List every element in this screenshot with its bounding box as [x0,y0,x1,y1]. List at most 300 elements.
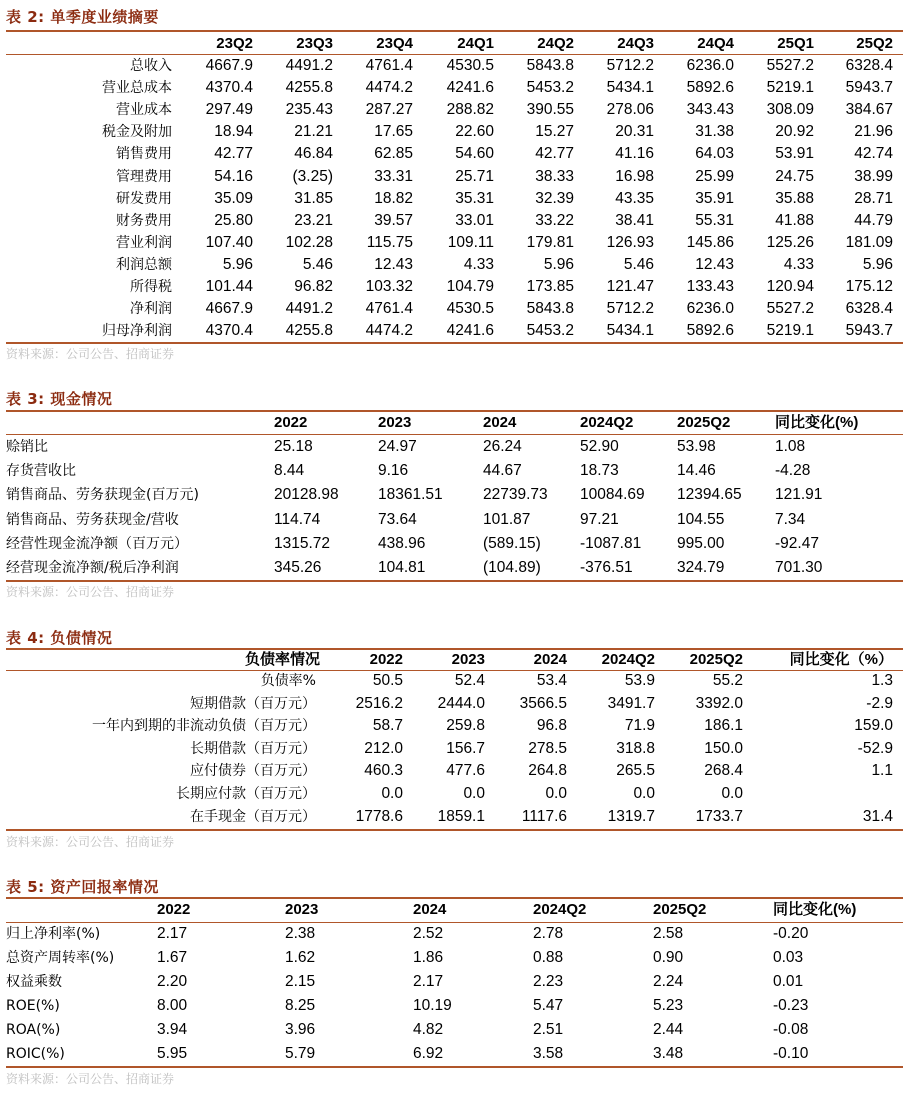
table2-bottom-rule [6,342,903,344]
cell-value: 345.26 [274,559,322,576]
cell-value: 4255.8 [285,79,333,97]
cell-value: 5.46 [302,255,333,273]
cell-value: 73.64 [378,510,417,528]
cell-value: 54.16 [214,167,253,185]
cell-value: 24.75 [775,167,814,185]
cell-value: 0.01 [773,972,804,990]
cell-value: 4370.4 [205,79,253,97]
cell-value: 126.93 [606,233,654,251]
cell-value: 0.0 [633,785,655,802]
cell-value: 17.65 [374,123,413,141]
cell-value: 5943.7 [845,79,893,97]
table3-col-header: 2025Q2 [677,414,731,431]
cell-value: 1315.72 [274,534,331,552]
table-row [0,254,904,276]
table-row [0,484,904,506]
cell-value: 10084.69 [580,486,645,504]
cell-value: 2.58 [653,925,684,942]
cell-value: 18.82 [374,189,413,207]
cell-value: 25.99 [695,167,734,185]
cell-value: 44.79 [854,211,893,229]
cell-value: (104.89) [483,559,541,576]
table5-col-header: 2022 [157,901,191,918]
cell-value: 50.5 [372,672,403,689]
row-label: 赊销比 [6,439,48,455]
cell-value: 4.82 [413,1020,444,1038]
cell-value: 5453.2 [526,79,574,97]
cell-value: 5712.2 [606,57,654,74]
cell-value: 2.17 [157,925,188,942]
cell-value: 21.21 [294,123,333,141]
cell-value: 5.96 [543,255,574,273]
cell-value: 22739.73 [483,486,548,504]
table2-col-header: 24Q1 [457,35,494,52]
cell-value: 33.31 [374,167,413,185]
cell-value: 9.16 [378,462,409,480]
cell-value: 52.4 [454,672,485,689]
cell-value: 125.26 [766,233,814,251]
cell-value: 1.08 [775,438,806,455]
cell-value: 6328.4 [845,300,893,318]
cell-value: 6236.0 [686,57,734,74]
cell-value: 297.49 [205,101,253,119]
cell-value: 52.90 [580,438,619,455]
cell-value: 64.03 [695,145,734,163]
cell-value: 35.09 [214,189,253,207]
cell-value: 62.85 [374,145,413,163]
table4-col-header: 同比变化（%） [789,651,893,668]
cell-value: 159.0 [854,717,893,735]
table3-source: 资料来源：公司公告、招商证券 [6,585,175,599]
cell-value: 26.24 [483,438,522,455]
row-label: 营业利润 [116,234,172,251]
cell-value: 33.22 [535,211,574,229]
row-label: ROA(%) [6,1021,61,1038]
cell-value: -0.23 [773,996,809,1014]
cell-value: 21.96 [854,123,893,141]
cell-value: 6328.4 [845,57,893,74]
cell-value: 104.81 [378,559,426,576]
table2-col-header: 25Q2 [856,35,893,52]
cell-value: 384.67 [845,101,893,119]
cell-value: 5712.2 [606,300,654,318]
table-row [0,298,904,320]
table2-col-header: 24Q2 [537,35,574,52]
table-row [0,715,904,737]
row-label: 权益乘数 [6,973,62,990]
row-label: 总资产周转率(%) [6,949,115,966]
row-label: 存货营收比 [6,463,76,480]
cell-value: 5892.6 [686,79,734,97]
table4-col-header: 2024 [533,651,567,668]
cell-value: 102.28 [285,233,333,251]
cell-value: 35.91 [695,189,734,207]
cell-value: 5219.1 [766,79,814,97]
row-label: 销售商品、劳务获现金/营收 [6,511,179,528]
row-label: ROE(%) [6,997,60,1014]
table4-col-header: 2022 [369,651,403,668]
cell-value: 4370.4 [205,322,253,340]
cell-value: 43.35 [615,189,654,207]
cell-value: 2.51 [533,1020,564,1038]
table-row [0,995,904,1017]
row-label: 管理费用 [116,168,172,185]
cell-value: -1087.81 [580,534,642,552]
table-row [0,947,904,969]
table3-title: 表 3: 现金情况 [6,390,113,408]
cell-value: -4.28 [775,462,811,480]
cell-value: 4255.8 [285,322,333,340]
table4-col-header: 2024Q2 [601,651,655,668]
cell-value: 28.71 [854,189,893,207]
cell-value: 4530.5 [446,57,494,74]
cell-value: 71.9 [624,717,655,735]
table5-bottom-rule [6,1066,903,1068]
table-row [0,806,904,828]
cell-value: 6.92 [413,1044,444,1062]
cell-value: 4491.2 [285,300,333,318]
cell-value: 121.91 [775,486,823,504]
table2-col-header: 25Q1 [777,35,814,52]
row-label: 短期借款（百万元） [190,695,316,712]
cell-value: 3491.7 [607,694,655,712]
cell-value: 44.67 [483,462,522,480]
cell-value: 20.92 [775,123,814,141]
cell-value: 438.96 [378,534,426,552]
cell-value: -0.10 [773,1044,809,1062]
row-label: 在手现金（百万元） [190,808,316,825]
cell-value: 477.6 [446,762,485,780]
cell-value: -2.9 [866,694,893,712]
cell-value: 212.0 [364,739,403,757]
cell-value: 3.58 [533,1044,564,1062]
cell-value: 1.86 [413,948,444,966]
table-row [0,460,904,482]
cell-value: 114.74 [274,510,321,528]
cell-value: 4474.2 [365,322,413,340]
cell-value: 22.60 [455,123,494,141]
cell-value: 107.40 [205,233,253,251]
table2-col-header: 23Q2 [216,35,253,52]
table5-col-header: 2023 [285,901,319,918]
table-row [0,923,904,945]
cell-value: 41.88 [775,211,814,229]
cell-value: 5.47 [533,996,564,1014]
cell-value: 53.98 [677,438,716,455]
cell-value: 96.8 [536,717,567,735]
cell-value: 55.2 [712,672,743,689]
row-label: 负债率% [260,673,316,689]
cell-value: 101.87 [483,510,531,528]
cell-value: 0.0 [721,785,743,802]
cell-value: 3.48 [653,1044,684,1062]
cell-value: 186.1 [704,717,743,735]
cell-value: 4667.9 [205,57,253,74]
cell-value: 24.97 [378,438,417,455]
cell-value: 6236.0 [686,300,734,318]
row-label: 研发费用 [116,190,172,207]
cell-value: -92.47 [775,534,819,552]
cell-value: 103.32 [365,278,413,295]
cell-value: 0.0 [381,785,403,802]
row-label: 归母净利润 [102,323,172,340]
table5-col-header: 同比变化(%) [773,901,857,918]
cell-value: (3.25) [292,167,333,185]
cell-value: 0.88 [533,948,564,966]
cell-value: 1319.7 [607,807,655,825]
table3-bottom-rule [6,580,903,582]
cell-value: 104.79 [446,278,494,295]
cell-value: 16.98 [615,167,654,185]
table2-col-header: 24Q3 [617,35,654,52]
cell-value: 54.60 [455,145,494,163]
table-row [0,533,904,555]
cell-value: 2.20 [157,972,188,990]
cell-value: 14.46 [677,462,716,480]
row-label: 税金及附加 [102,124,172,141]
cell-value: 2444.0 [437,694,485,712]
cell-value: 181.09 [845,233,893,251]
table-row [0,166,904,188]
cell-value: 5219.1 [766,322,814,340]
cell-value: 8.44 [274,462,305,480]
cell-value: 8.00 [157,996,188,1014]
cell-value: 3.94 [157,1020,188,1038]
cell-value: 12.43 [695,255,734,273]
table4-bottom-rule [6,829,903,831]
cell-value: 5.46 [623,255,654,273]
cell-value: 4761.4 [365,57,413,74]
table2-title: 表 2: 单季度业绩摘要 [6,8,159,26]
row-label: 利润总额 [116,256,172,273]
cell-value: 35.88 [775,189,814,207]
cell-value: 23.21 [294,211,333,229]
table3-header-rule [6,434,903,435]
cell-value: 2.15 [285,972,316,990]
cell-value: (589.15) [483,534,541,552]
table4-header-row [0,649,904,671]
cell-value: 115.75 [366,233,413,251]
cell-value: 5.96 [862,255,893,273]
cell-value: 18.73 [580,462,619,480]
table2-header-row [0,33,904,55]
cell-value: 235.43 [285,101,333,119]
table3-col-header: 2022 [274,414,308,431]
cell-value: 15.27 [535,123,574,141]
cell-value: 1.3 [871,672,893,689]
cell-value: 1859.1 [437,807,485,825]
cell-value: 8.25 [285,996,316,1014]
cell-value: 55.31 [695,211,734,229]
cell-value: 42.74 [854,145,893,163]
cell-value: 0.90 [653,948,684,966]
cell-value: 4474.2 [365,79,413,97]
cell-value: 268.4 [704,762,743,780]
table2-col-header: 23Q3 [296,35,333,52]
table4-title: 表 4: 负债情况 [6,629,113,647]
cell-value: 120.94 [766,278,814,295]
cell-value: 25.18 [274,438,313,455]
table3-col-header: 2024 [483,414,517,431]
table5-header-row [0,899,904,921]
cell-value: 31.4 [862,807,893,825]
table5-col-header: 2025Q2 [653,901,707,918]
table2-top-rule [6,30,903,32]
cell-value: 42.77 [214,145,253,163]
cell-value: 5.96 [222,255,253,273]
table4-header-label: 负债率情况 [244,651,320,668]
cell-value: 5434.1 [606,79,654,97]
cell-value: 58.7 [372,717,403,735]
table-row [0,557,904,579]
cell-value: 53.9 [624,672,655,689]
cell-value: 156.7 [446,739,485,757]
cell-value: 5.95 [157,1044,188,1062]
table5-col-header: 2024 [413,901,447,918]
cell-value: -0.20 [773,925,809,942]
cell-value: -376.51 [580,559,633,576]
table-row [0,121,904,143]
cell-value: 2.78 [533,925,564,942]
row-label: ROIC(%) [6,1045,65,1062]
cell-value: 2.17 [413,972,444,990]
cell-value: 2516.2 [355,694,403,712]
table3-header-row [0,412,904,434]
row-label: 所得税 [130,279,172,295]
cell-value: 18.94 [214,123,253,141]
cell-value: 701.30 [775,559,823,576]
cell-value: 5892.6 [686,322,734,340]
cell-value: 42.77 [535,145,574,163]
cell-value: 995.00 [677,534,725,552]
cell-value: 2.52 [413,925,444,942]
table-row [0,77,904,99]
cell-value: 31.38 [695,123,734,141]
row-label: 营业成本 [116,102,172,119]
cell-value: 12394.65 [677,486,742,504]
cell-value: 5434.1 [606,322,654,340]
cell-value: -0.08 [773,1020,809,1038]
table-row [0,188,904,210]
cell-value: 4491.2 [285,57,333,74]
cell-value: 0.03 [773,948,804,966]
cell-value: 20.31 [615,123,654,141]
cell-value: 2.38 [285,925,316,942]
cell-value: 343.43 [686,101,734,119]
table5-source: 资料来源：公司公告、招商证券 [6,1072,175,1086]
cell-value: 2.44 [653,1020,684,1038]
cell-value: 5843.8 [526,300,574,318]
cell-value: 32.39 [535,189,574,207]
cell-value: 460.3 [364,762,403,780]
cell-value: 12.43 [374,255,413,273]
table-row [0,232,904,254]
table5-col-header: 2024Q2 [533,901,587,918]
cell-value: 46.84 [294,145,333,163]
table2-col-header: 23Q4 [376,35,413,52]
cell-value: 5.23 [653,996,684,1014]
table-row [0,276,904,298]
cell-value: 10.19 [413,996,452,1014]
table-row [0,738,904,760]
row-label: 归上净利率(%) [6,926,101,942]
cell-value: 35.31 [455,189,494,207]
cell-value: 4667.9 [205,300,253,318]
table3-col-header: 同比变化(%) [775,414,859,431]
table-row [0,436,904,458]
cell-value: 150.0 [704,739,743,757]
cell-value: 173.85 [526,278,574,295]
table3-col-header: 2024Q2 [580,414,634,431]
table-row [0,693,904,715]
table2-col-header: 24Q4 [697,35,734,52]
row-label: 销售费用 [116,146,172,163]
cell-value: 1.62 [285,948,316,966]
cell-value: 0.0 [463,785,485,802]
table2-source: 资料来源：公司公告、招商证券 [6,347,175,361]
cell-value: 1.67 [157,948,188,966]
cell-value: 121.47 [606,278,654,295]
table4-col-header: 2023 [451,651,485,668]
table-row [0,509,904,531]
cell-value: 308.09 [766,101,814,119]
cell-value: 18361.51 [378,486,443,504]
cell-value: 39.57 [374,211,413,229]
cell-value: 20128.98 [274,486,339,504]
cell-value: 38.41 [615,211,654,229]
cell-value: 175.12 [845,278,893,295]
cell-value: 104.55 [677,510,725,528]
cell-value: 31.85 [294,189,333,207]
cell-value: 324.79 [677,559,725,576]
cell-value: 288.82 [446,101,494,119]
table-row [0,99,904,121]
row-label: 总收入 [130,58,172,74]
table-row [0,1019,904,1041]
cell-value: 41.16 [615,145,654,163]
table-row [0,971,904,993]
cell-value: 38.33 [535,167,574,185]
cell-value: 390.55 [526,101,574,119]
row-label: 长期借款（百万元） [190,740,316,757]
row-label: 财务费用 [116,212,172,229]
cell-value: 4761.4 [365,300,413,318]
cell-value: 4241.6 [446,79,494,97]
cell-value: 5453.2 [526,322,574,340]
cell-value: 38.99 [854,167,893,185]
table-row [0,320,904,342]
cell-value: 1733.7 [695,807,743,825]
cell-value: 5527.2 [766,57,814,74]
table-row [0,1043,904,1065]
table4-source: 资料来源：公司公告、招商证券 [6,835,175,849]
cell-value: 179.81 [526,233,574,251]
cell-value: 2.23 [533,972,564,990]
row-label: 经营性现金流净额（百万元） [6,535,188,552]
cell-value: 97.21 [580,510,619,528]
row-label: 经营现金流净额/税后净利润 [6,560,179,576]
row-label: 长期应付款（百万元） [176,786,316,802]
row-label: 净利润 [130,301,172,318]
cell-value: 25.80 [214,211,253,229]
cell-value: 264.8 [528,762,567,780]
cell-value: 133.43 [686,278,734,295]
cell-value: 5527.2 [766,300,814,318]
cell-value: 3.96 [285,1020,316,1038]
row-label: 营业总成本 [102,80,172,97]
table-row [0,210,904,232]
cell-value: 5843.8 [526,57,574,74]
